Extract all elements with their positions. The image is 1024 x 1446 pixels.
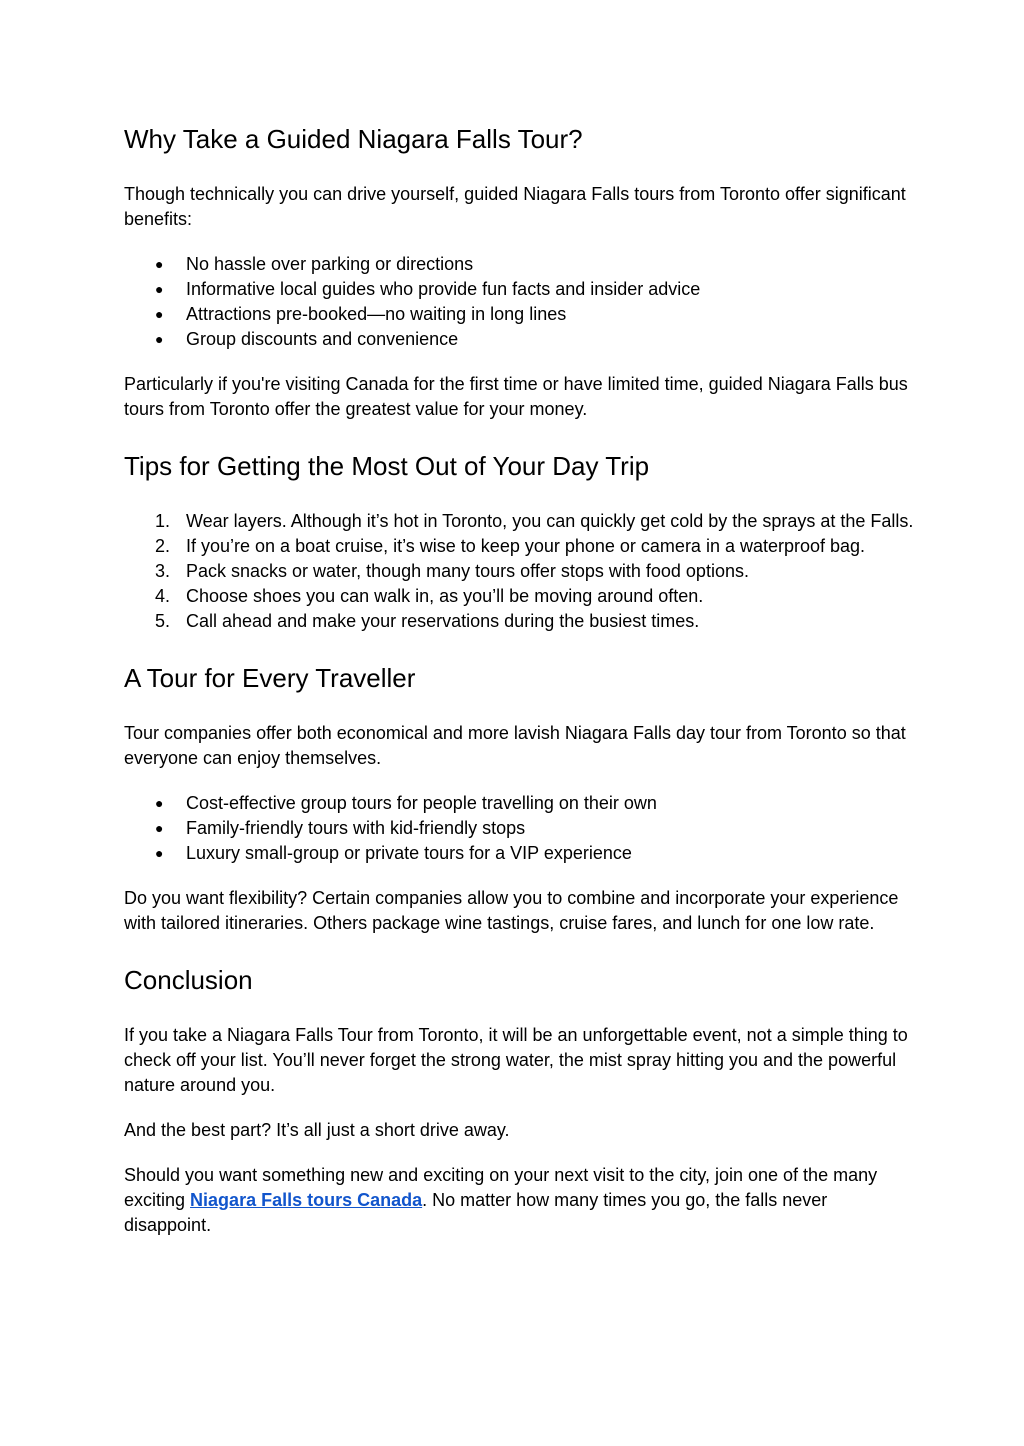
paragraph-guided-tour-intro: Though technically you can drive yourself, guided Niagara Falls tours from Toronto offer significant benefits: [124, 184, 906, 229]
niagara-tours-link[interactable]: Niagara Falls tours Canada [190, 1190, 423, 1210]
paragraph-conclusion-2: And the best part? It’s all just a short drive away. [124, 1120, 510, 1140]
paragraph-text-after-link: . No matter how many times you go, the falls never disappoint. [124, 1190, 828, 1235]
heading-tips: Tips for Getting the Most Out of Your Day Trip [124, 451, 650, 481]
list-item: 1. Wear layers. Although it’s hot in Toronto, you can quickly get cold by the sprays at the Falls. [124, 509, 914, 534]
list-item: ● Attractions pre-booked—no waiting in long lines [124, 302, 914, 327]
list-item: ● Informative local guides who provide fun facts and insider advice [124, 277, 914, 302]
list-number: 3. [155, 561, 171, 581]
heading-conclusion: Conclusion [124, 965, 253, 995]
list-item: ● Family-friendly tours with kid-friendly stops [124, 816, 914, 841]
bullet-icon: ● [155, 795, 164, 811]
list-item: ● Group discounts and convenience [124, 327, 914, 352]
list-number: 4. [155, 586, 171, 606]
tips-list [124, 509, 914, 634]
list-item: ● Cost-effective group tours for people travelling on their own [124, 791, 914, 816]
bullet-icon: ● [155, 256, 164, 272]
paragraph-guided-tour-outro: Particularly if you're visiting Canada for the first time or have limited time, guided Niagara Falls bus tours from Toronto offer the greatest value for your money. [124, 374, 908, 419]
list-number: 2. [155, 536, 171, 556]
paragraph-text-before-link: Should you want something new and exciting on your next visit to the city, join one of the many exciting [124, 1165, 878, 1210]
document-page [124, 120, 914, 1238]
paragraph-conclusion-3 [124, 1163, 914, 1238]
list-item: ● Luxury small-group or private tours for a VIP experience [124, 841, 914, 866]
heading-every-traveller: A Tour for Every Traveller [124, 663, 416, 693]
bullet-icon: ● [155, 331, 164, 347]
list-number: 5. [155, 611, 171, 631]
tour-types-list [124, 791, 914, 866]
bullet-icon: ● [155, 306, 164, 322]
list-item: ● No hassle over parking or directions [124, 252, 914, 277]
list-item: 3. Pack snacks or water, though many tours offer stops with food options. [124, 559, 914, 584]
list-item: 2. If you’re on a boat cruise, it’s wise to keep your phone or camera in a waterproof bag. [124, 534, 914, 559]
bullet-icon: ● [155, 820, 164, 836]
list-item: 5. Call ahead and make your reservations during the busiest times. [124, 609, 914, 634]
heading-guided-tour: Why Take a Guided Niagara Falls Tour? [124, 124, 583, 154]
paragraph-every-traveller-intro: Tour companies offer both economical and more lavish Niagara Falls day tour from Toronto so that everyone can enjoy themselves. [124, 723, 906, 768]
paragraph-every-traveller-outro: Do you want flexibility? Certain companies allow you to combine and incorporate your experience with tailored itineraries. Others package wine tastings, cruise fares, and lunch for one low rate. [124, 888, 899, 933]
paragraph-conclusion-1: If you take a Niagara Falls Tour from Toronto, it will be an unforgettable event, not a simple thing to check off your list. You’ll never forget the strong water, the mist spray hitting you and the powerful nature around you. [124, 1025, 908, 1095]
list-number: 1. [155, 511, 171, 531]
benefits-list [124, 252, 914, 352]
list-item: 4. Choose shoes you can walk in, as you’ll be moving around often. [124, 584, 914, 609]
bullet-icon: ● [155, 281, 164, 297]
bullet-icon: ● [155, 845, 164, 861]
